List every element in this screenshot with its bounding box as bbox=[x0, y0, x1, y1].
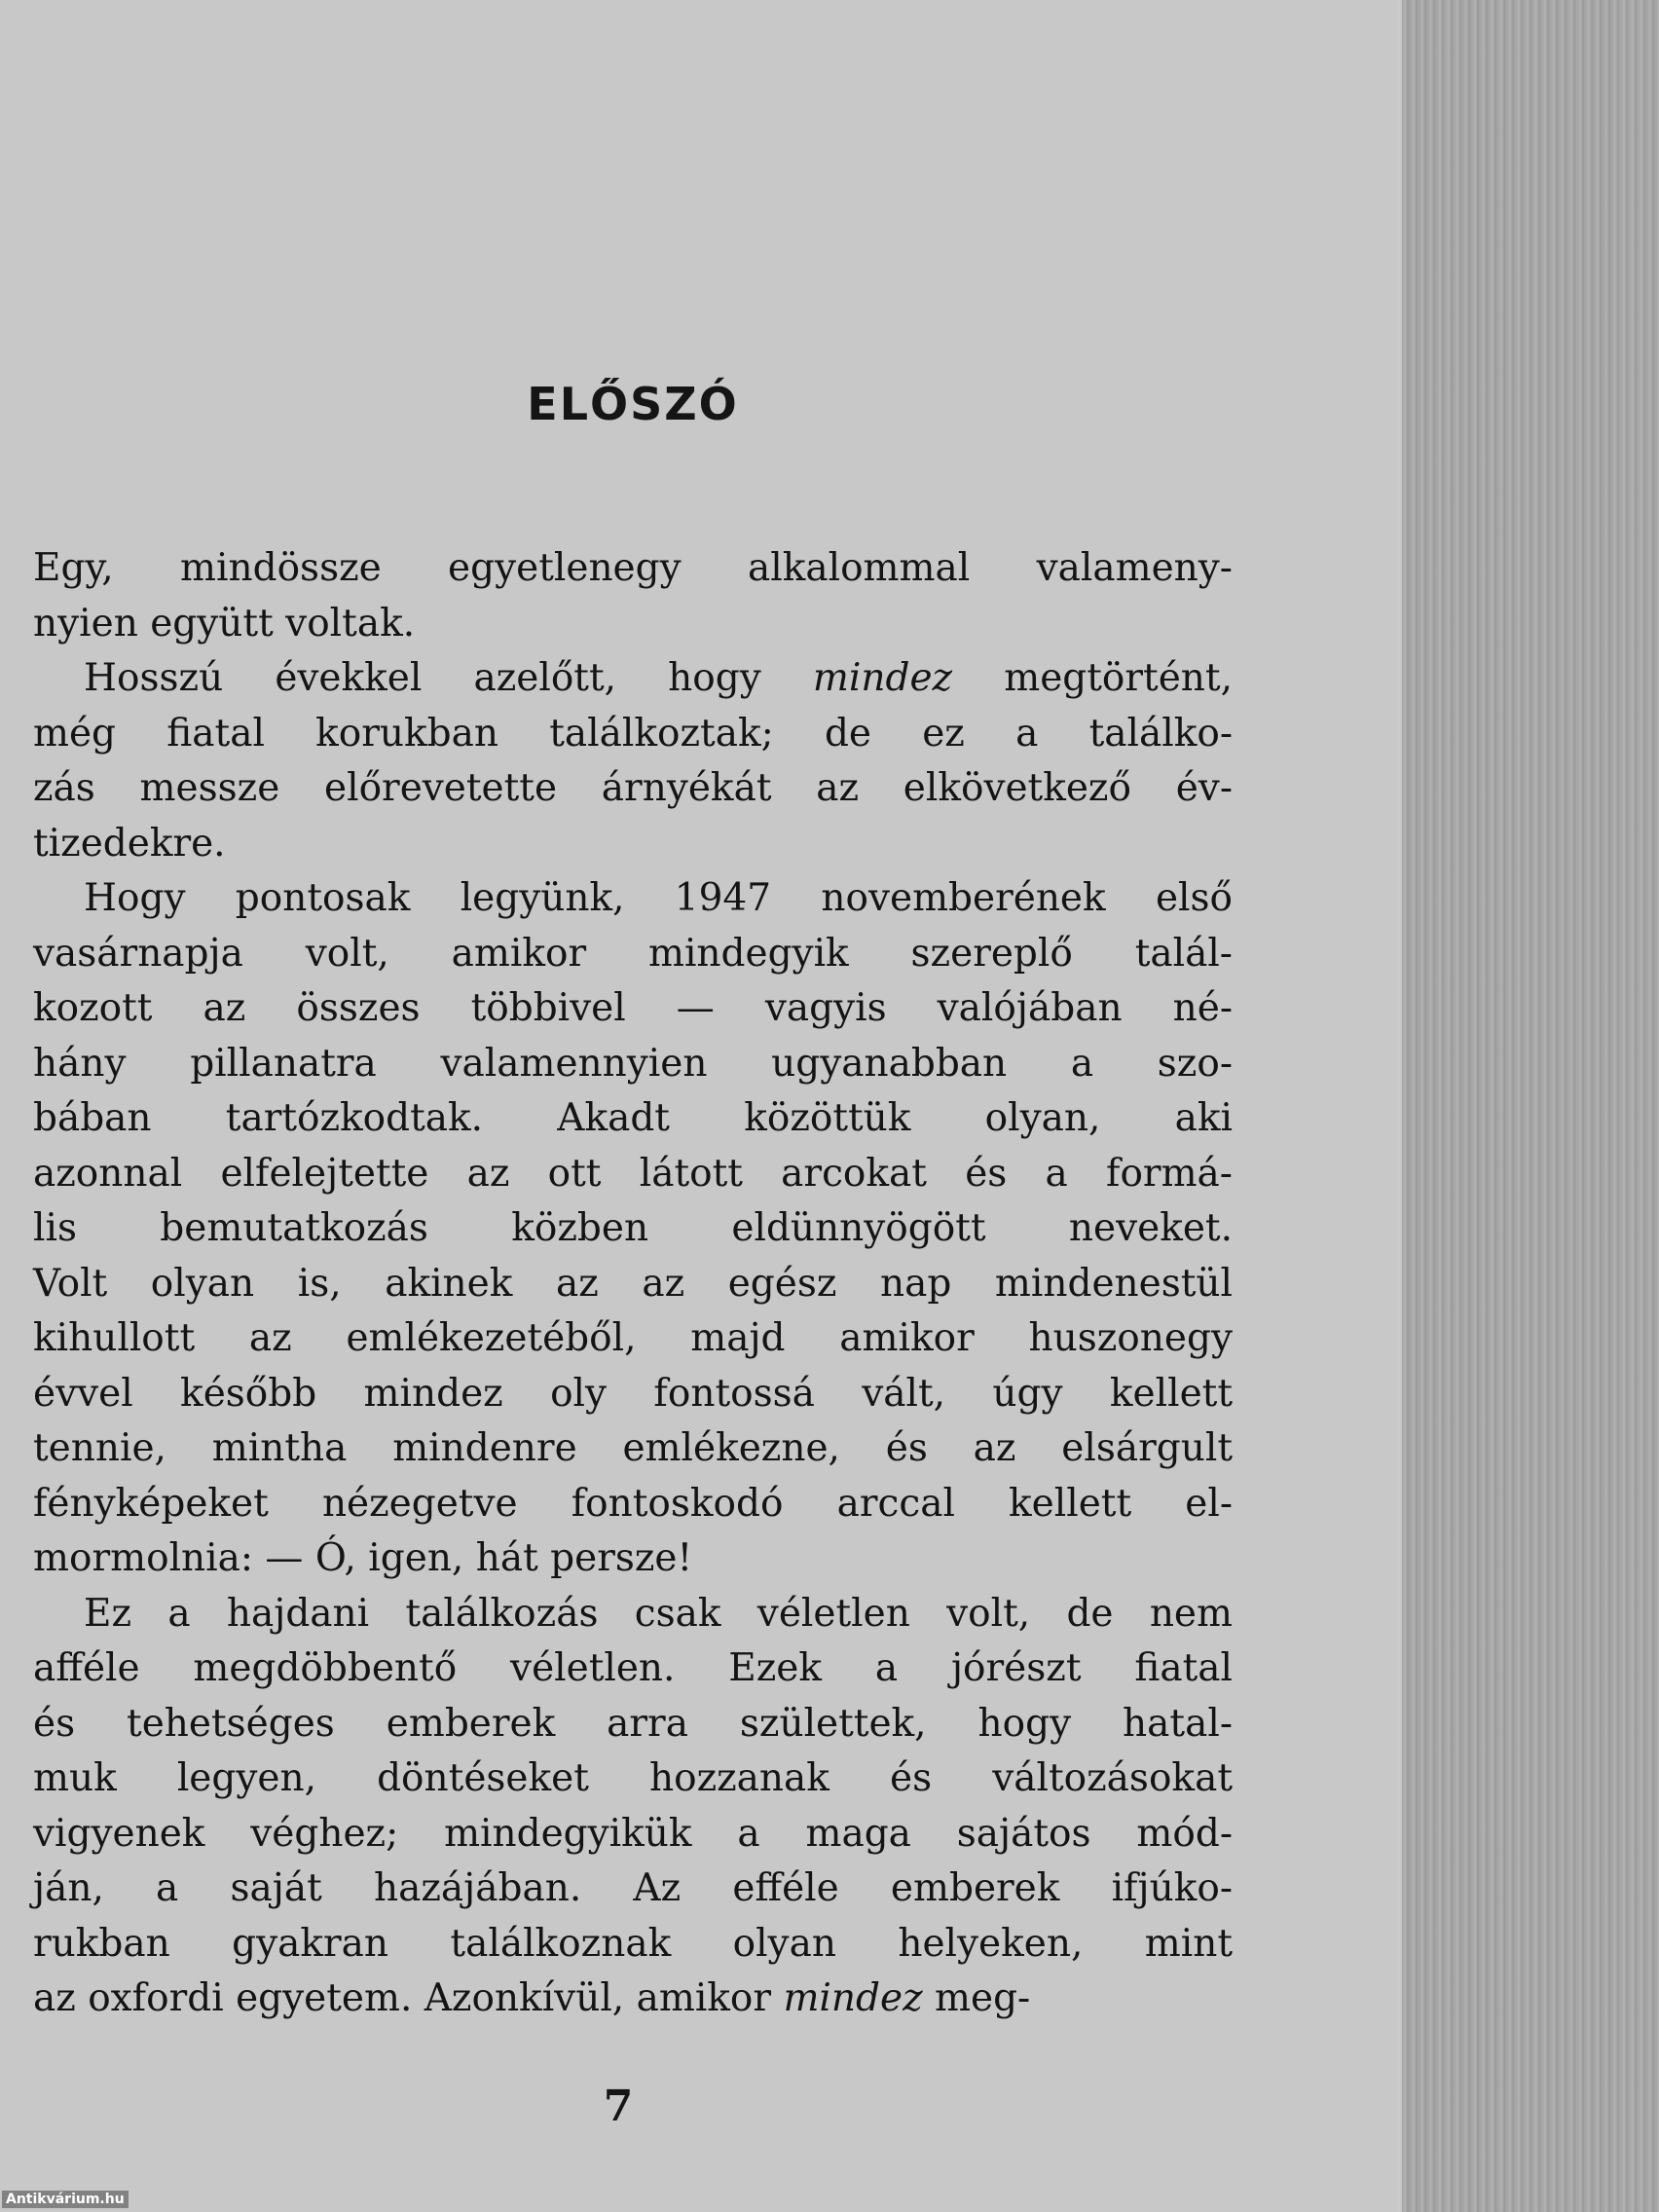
text-line: hány pillanatra valamennyien ugyanabban a szo- bbox=[33, 1041, 1233, 1086]
text-line: és tehetséges emberek arra születtek, hogy hatal- bbox=[33, 1701, 1233, 1746]
text-line: rukban gyakran találkoznak olyan helyeken, mint bbox=[33, 1921, 1233, 1966]
page-number: 7 bbox=[603, 2082, 634, 2131]
text-line: azonnal elfelejtette az ott látott arcokat és a formá- bbox=[33, 1151, 1233, 1196]
text-line: Ez a hajdani találkozás csak véletlen volt, de nem bbox=[84, 1591, 1233, 1636]
text-line: kihullott az emlékezetéből, majd amikor huszonegy bbox=[33, 1316, 1233, 1360]
text-line: lis bemutatkozás közben eldünnyögött neveket. bbox=[33, 1206, 1233, 1250]
text-line: vigyenek véghez; mindegyikük a maga sajátos mód- bbox=[33, 1811, 1233, 1856]
text-line: még fiatal korukban találkoztak; de ez a találko- bbox=[33, 711, 1233, 756]
text-line: Hosszú évekkel azelőtt, hogy mindez megtörtént, bbox=[84, 656, 1233, 700]
text-line: tennie, mintha mindenre emlékezne, és az elsárgult bbox=[33, 1426, 1233, 1470]
text-line: Egy, mindössze egyetlenegy alkalommal valameny- bbox=[33, 546, 1233, 590]
text-line: bában tartózkodtak. Akadt közöttük olyan, aki bbox=[33, 1096, 1233, 1140]
text-line: az oxfordi egyetem. Azonkívül, amikor mindez meg- bbox=[33, 1976, 1031, 2020]
chapter-title: ELŐSZÓ bbox=[527, 378, 739, 430]
text-line: tizedekre. bbox=[33, 821, 226, 866]
watermark: Antikvárium.hu bbox=[2, 2191, 129, 2208]
text-line: nyien együtt voltak. bbox=[33, 601, 416, 645]
emphasis: mindez bbox=[812, 656, 953, 700]
text-line: fényképeket nézegetve fontoskodó arccal kellett el- bbox=[33, 1481, 1233, 1526]
text-line: Volt olyan is, akinek az az egész nap mindenestül bbox=[33, 1261, 1233, 1306]
text-line: Hogy pontosak legyünk, 1947 novemberének első bbox=[84, 876, 1233, 920]
text-line: kozott az összes többivel — vagyis valójában né- bbox=[33, 986, 1233, 1030]
text-line: ján, a saját hazájában. Az efféle emberek ifjúko- bbox=[33, 1866, 1233, 1910]
text-line: afféle megdöbbentő véletlen. Ezek a jórészt fiatal bbox=[33, 1646, 1233, 1690]
emphasis: mindez bbox=[783, 1976, 923, 2020]
text-line: muk legyen, döntéseket hozzanak és változásokat bbox=[33, 1756, 1233, 1800]
next-page-edge bbox=[1402, 0, 1659, 2212]
text-line: évvel később mindez oly fontossá vált, úgy kellett bbox=[33, 1371, 1233, 1416]
text-line: zás messze előrevetette árnyékát az elkövetkező év- bbox=[33, 766, 1233, 810]
text-line: mormolnia: — Ó, igen, hát persze! bbox=[33, 1536, 693, 1580]
body-text bbox=[33, 541, 1233, 2027]
text-line: vasárnapja volt, amikor mindegyik szereplő talál- bbox=[33, 931, 1233, 976]
